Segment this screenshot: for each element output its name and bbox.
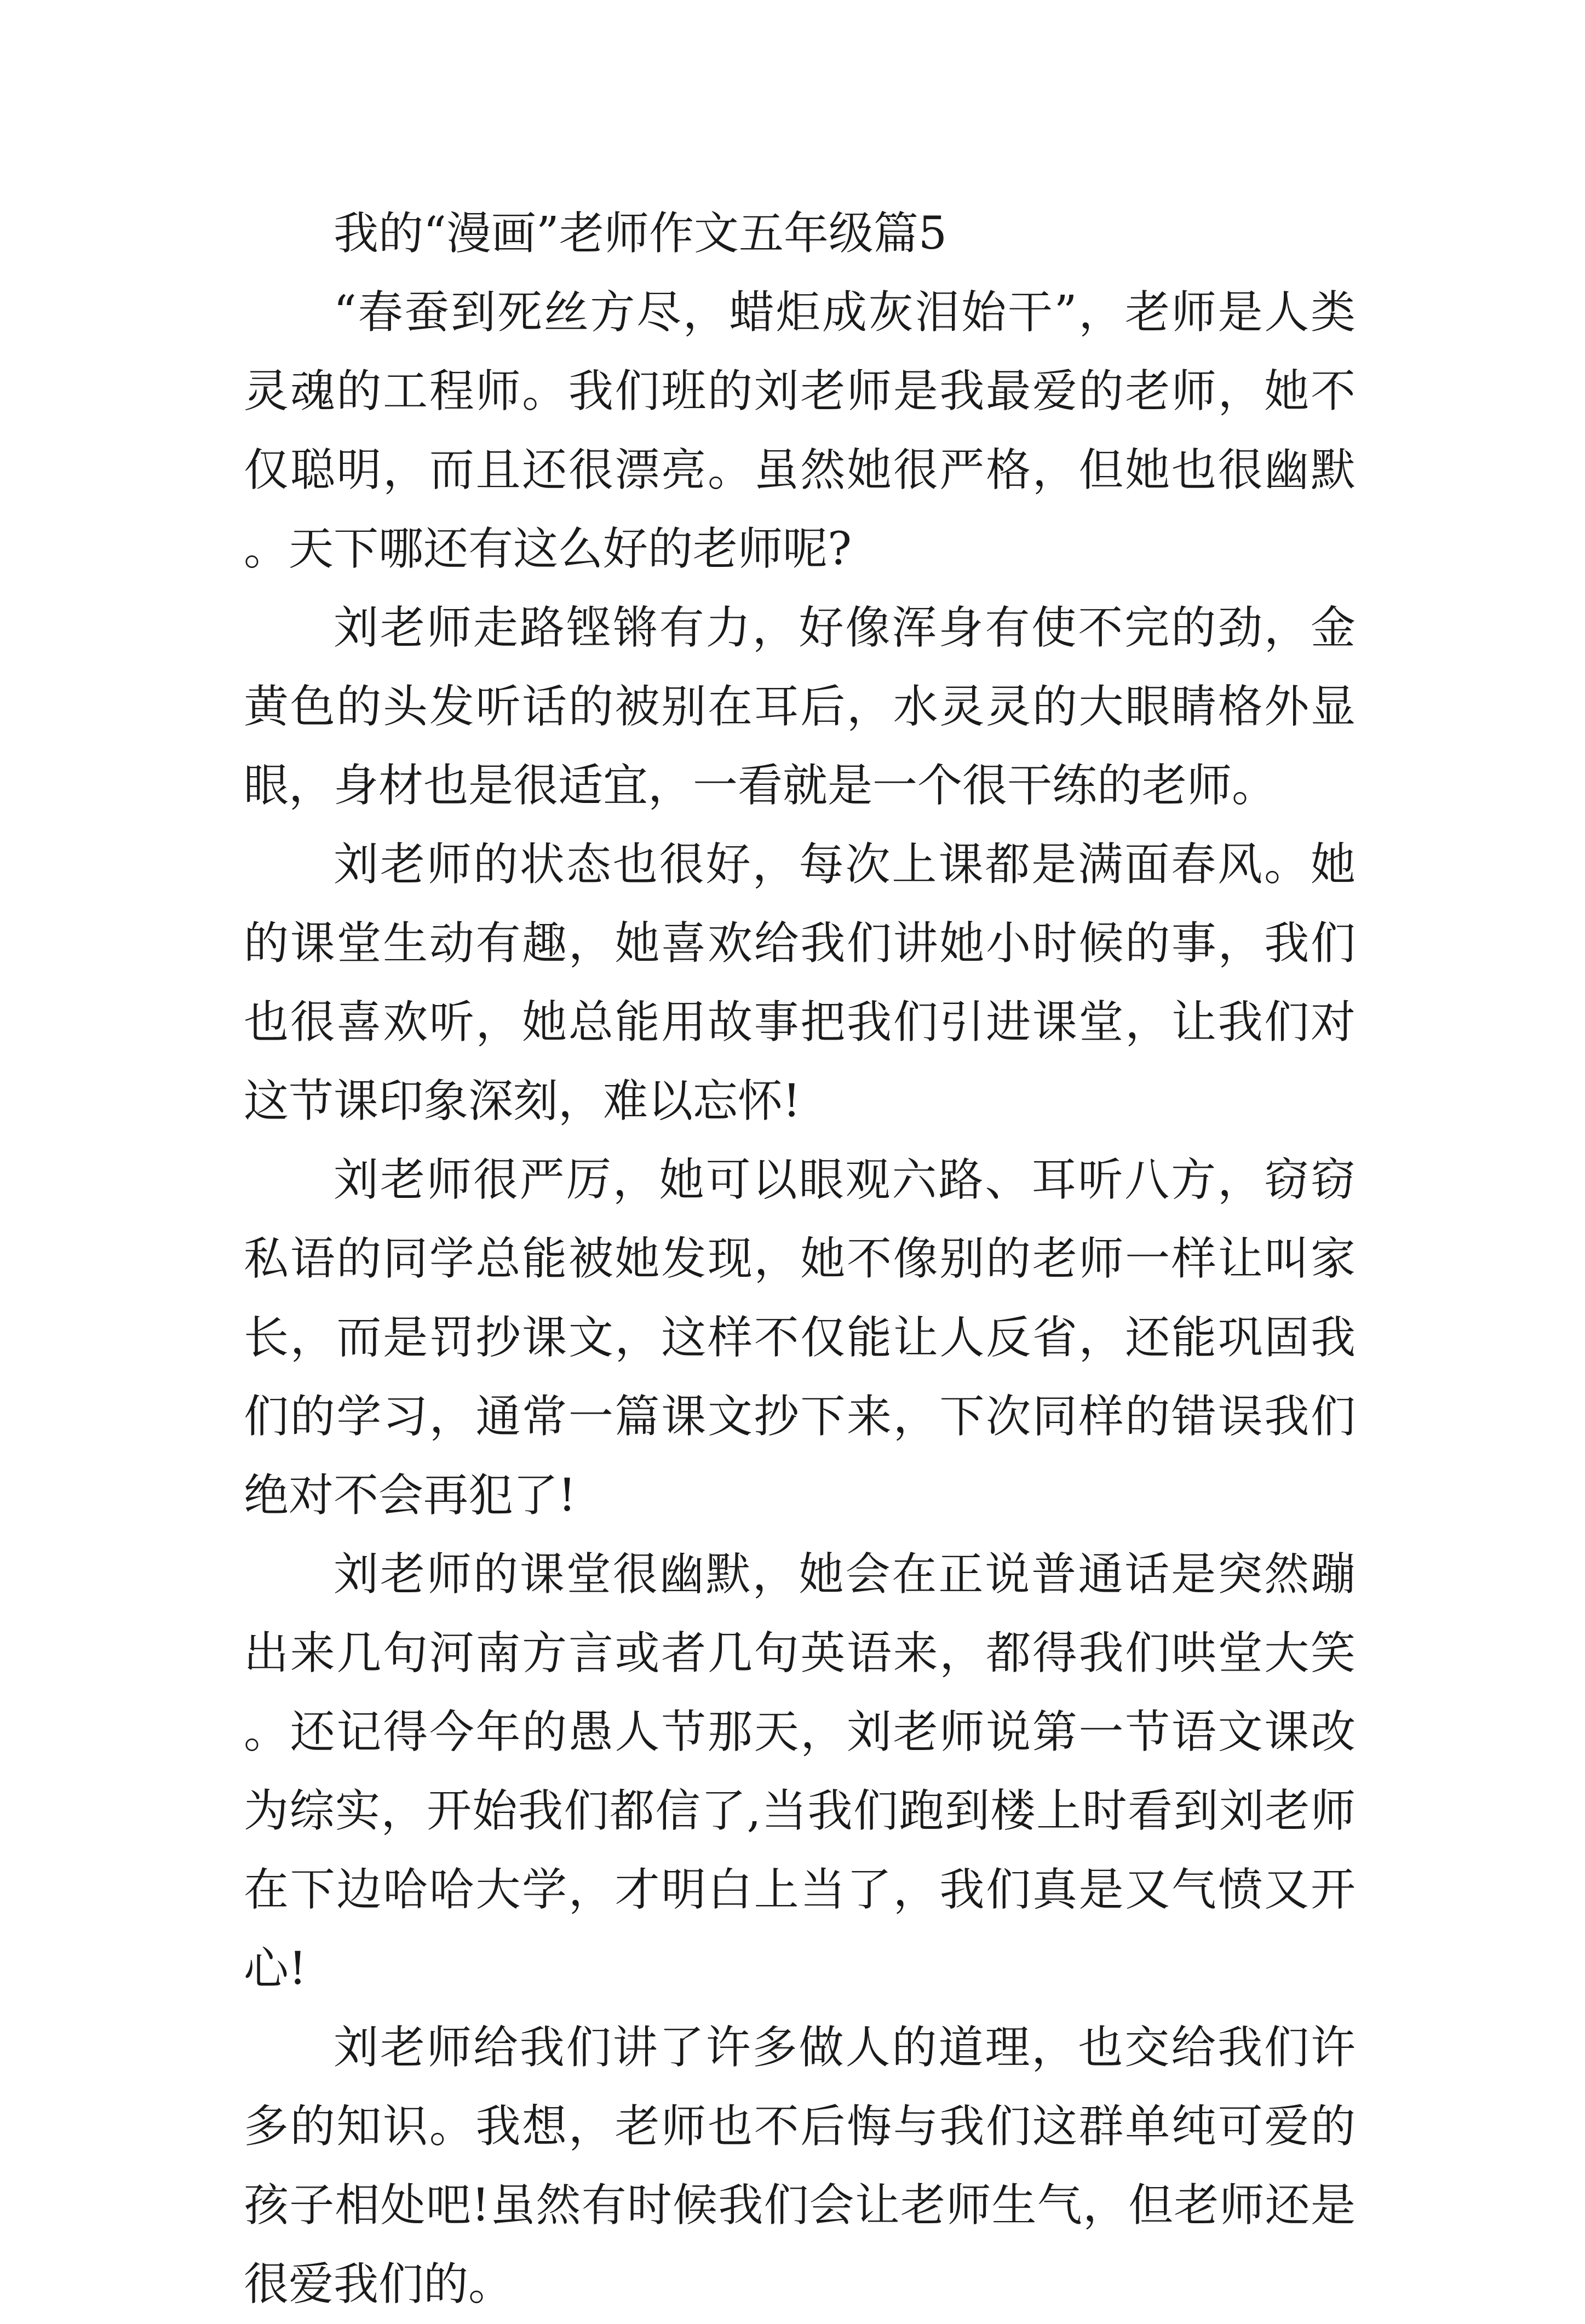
- paragraph-4: 刘老师很严厉，她可以眼观六路、耳听八方，窃窃私语的同学总能被她发现，她不像别的老师一样让叫家长，而是罚抄课文，这样不仅能让人反省，还能巩固我们的学习，通常一篇课文抄下来，下次同样的错误我们绝对不会再犯了!: [244, 1154, 1356, 1522]
- paragraph-5: 刘老师的课堂很幽默，她会在正说普通话是突然蹦出来几句河南方言或者几句英语来，都得我们哄堂大笑。还记得今年的愚人节那天，刘老师说第一节语文课改为综实，开始我们都信了,当我们跑到楼上时看到刘老师在下边哈哈大学，才明白上当了，我们真是又气愤又开心!: [244, 1548, 1356, 1995]
- essay-body: [244, 194, 1356, 2324]
- paragraph-6: 刘老师给我们讲了许多做人的道理，也交给我们许多的知识。我想，老师也不后悔与我们这群单纯可爱的孩子相处吧!虽然有时候我们会让老师生气，但老师还是很爱我们的。: [244, 2022, 1356, 2310]
- essay-title: 我的“漫画”老师作文五年级篇5: [334, 208, 947, 260]
- paragraph-1: “春蚕到死丝方尽，蜡炬成灰泪始干”，老师是人类灵魂的工程师。我们班的刘老师是我最爱的老师，她不仅聪明，而且还很漂亮。虽然她很严格，但她也很幽默。天下哪还有这么好的老师呢?: [244, 286, 1356, 575]
- paragraph-2: 刘老师走路铿锵有力，好像浑身有使不完的劲，金黄色的头发听话的被别在耳后，水灵灵的大眼睛格外显眼，身材也是很适宜，一看就是一个很干练的老师。: [244, 602, 1356, 812]
- paragraph-3: 刘老师的状态也很好，每次上课都是满面春风。她的课堂生动有趣，她喜欢给我们讲她小时候的事，我们也很喜欢听，她总能用故事把我们引进课堂，让我们对这节课印象深刻，难以忘怀!: [244, 839, 1356, 1127]
